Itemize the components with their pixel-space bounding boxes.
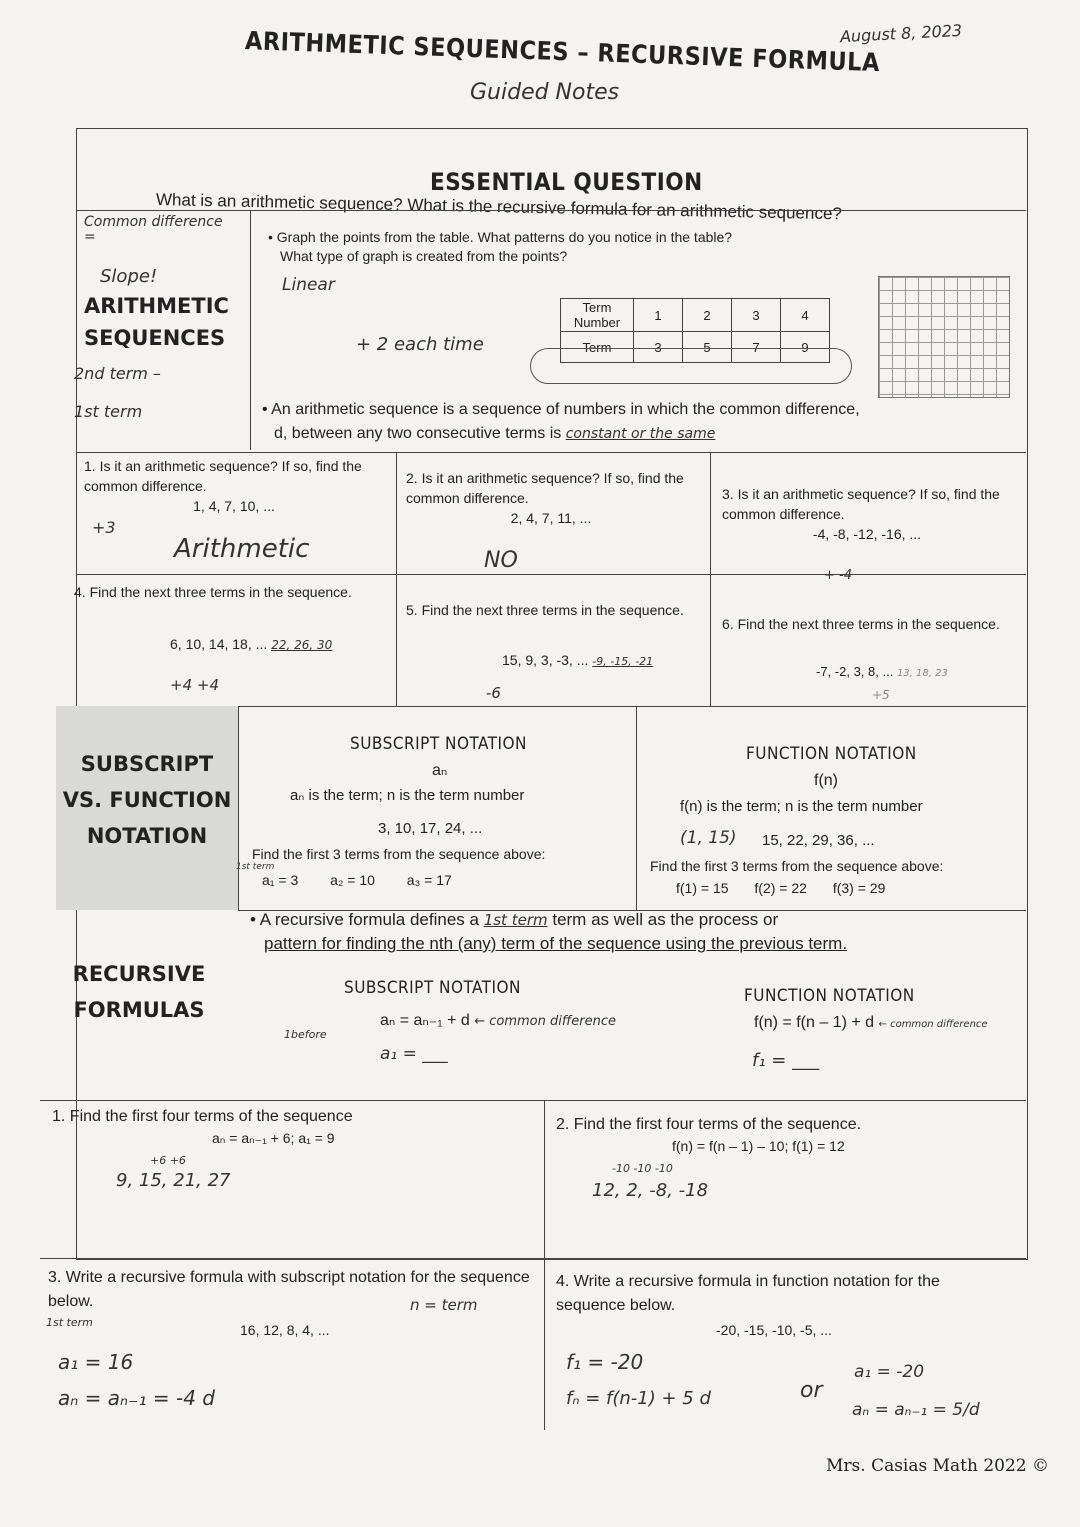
problem-3-answer: + -4 bbox=[824, 568, 852, 583]
arithmetic-sequences-label bbox=[84, 290, 234, 354]
note-common-difference: Common difference = bbox=[84, 214, 223, 245]
table-cell: 3 bbox=[732, 299, 781, 332]
example-1 bbox=[52, 1108, 532, 1147]
notation-section-label bbox=[56, 746, 238, 854]
recursive-bullet bbox=[250, 908, 1020, 956]
problem-1 bbox=[84, 456, 384, 516]
table-cell: 7 bbox=[732, 332, 781, 363]
essential-question-heading: ESSENTIAL QUESTION bbox=[430, 168, 703, 196]
example-text: 4. Write a recursive formula in function notation for the sequence below. bbox=[556, 1273, 940, 1314]
problem-5-sequence bbox=[502, 652, 653, 668]
bullet-icon: • bbox=[250, 910, 256, 929]
problem-number: 2. bbox=[406, 470, 418, 486]
example-text: 2. Find the first four terms of the sequence. bbox=[556, 1116, 862, 1133]
recursive-subscript-prev-note: 1before bbox=[284, 1028, 327, 1041]
text: A recursive formula defines a bbox=[259, 910, 479, 929]
sequence: 15, 9, 3, -3, ... bbox=[502, 652, 589, 668]
label-line: NOTATION bbox=[86, 824, 208, 848]
problem-number: 6. bbox=[722, 616, 734, 632]
example-4-or: or bbox=[800, 1378, 823, 1403]
example-4-answer-2: fₙ = f(n-1) + 5 d bbox=[566, 1388, 711, 1409]
function-answers bbox=[676, 880, 885, 896]
table-label: Term Number bbox=[561, 299, 634, 332]
problem-sequence: 2, 4, 7, 11, ... bbox=[510, 510, 592, 526]
subscript-notation-heading: SUBSCRIPT NOTATION bbox=[350, 734, 527, 754]
function-find: Find the first 3 terms from the sequence above: bbox=[650, 858, 944, 874]
answer-linear: Linear bbox=[282, 275, 335, 295]
problem-text: Is it an arithmetic sequence? If so, find the common difference. bbox=[722, 486, 1000, 522]
recursive-section-label bbox=[64, 956, 214, 1028]
problem-3 bbox=[722, 484, 1012, 544]
problem-sequence: 1, 4, 7, 10, ... bbox=[193, 498, 275, 514]
bullet-icon: • bbox=[262, 401, 268, 418]
note-1st-term: 1st term bbox=[74, 402, 143, 421]
note-slope: Slope! bbox=[100, 266, 158, 287]
recursive-function-formula bbox=[754, 1014, 988, 1032]
example-text: 1. Find the first four terms of the sequence bbox=[52, 1108, 353, 1125]
table-cell: 2 bbox=[683, 299, 732, 332]
coordinate-grid bbox=[878, 276, 1010, 398]
answer-f3: f(3) = 29 bbox=[832, 880, 886, 896]
table-cell: 1 bbox=[634, 299, 683, 332]
sequence: -7, -2, 3, 8, ... bbox=[816, 664, 894, 679]
problem-1-note: +3 bbox=[92, 518, 116, 537]
subscript-answers bbox=[262, 872, 452, 888]
date-note: August 8, 2023 bbox=[839, 20, 963, 47]
problem-text: Is it an arithmetic sequence? If so, find the common difference. bbox=[84, 458, 362, 494]
problem-2 bbox=[406, 468, 696, 528]
problem-number: 1. bbox=[84, 458, 96, 474]
problem-text: Find the next three terms in the sequence. bbox=[737, 616, 1000, 632]
example-4 bbox=[556, 1270, 996, 1318]
sequence: 6, 10, 14, 18, ... bbox=[170, 636, 268, 652]
fill-answer: constant or the same bbox=[565, 426, 716, 442]
subscript-note: 1st term bbox=[236, 862, 275, 872]
label-line: FORMULAS bbox=[73, 998, 205, 1022]
answer-f1: f(1) = 15 bbox=[676, 880, 729, 896]
example-2 bbox=[556, 1116, 1016, 1154]
example-4-answer-3: a₁ = -20 bbox=[854, 1362, 925, 1382]
bullet-definition bbox=[262, 398, 1022, 446]
example-formula: aₙ = aₙ₋₁ + 6; a₁ = 9 bbox=[212, 1130, 335, 1146]
subscript-description: aₙ is the term; n is the term number bbox=[290, 787, 525, 804]
text: d, between any two consecutive terms is bbox=[274, 425, 562, 442]
recursive-function-f1: f₁ = ___ bbox=[752, 1050, 820, 1071]
example-1-answer: 9, 15, 21, 27 bbox=[116, 1170, 231, 1191]
problem-number: 5. bbox=[406, 602, 418, 618]
fill-answer: 22, 26, 30 bbox=[271, 638, 333, 652]
label-line: VS. FUNCTION bbox=[62, 788, 232, 812]
problem-4-sequence bbox=[170, 636, 332, 652]
label-line: SEQUENCES bbox=[84, 326, 226, 350]
answer-f2: f(2) = 22 bbox=[754, 880, 807, 896]
problem-text: Find the next three terms in the sequence. bbox=[89, 584, 352, 600]
table-cell: 5 bbox=[683, 332, 732, 363]
bullet-graph-question bbox=[268, 228, 828, 266]
subscript-sequence: 3, 10, 17, 24, ... bbox=[378, 820, 483, 837]
label-line: ARITHMETIC bbox=[84, 294, 229, 318]
recursive-subscript-formula bbox=[380, 1010, 616, 1030]
text: What type of graph is created from the points? bbox=[280, 248, 568, 264]
fill-answer: 1st term bbox=[483, 911, 548, 929]
formula-note: ← common difference bbox=[474, 1014, 616, 1029]
function-sequence: 15, 22, 29, 36, ... bbox=[762, 832, 875, 849]
problem-text: Is it an arithmetic sequence? If so, find the common difference. bbox=[406, 470, 684, 506]
function-description: f(n) is the term; n is the term number bbox=[680, 798, 923, 815]
problem-sequence: -4, -8, -12, -16, ... bbox=[812, 526, 922, 542]
text: pattern for finding the nth (any) term of the sequence using the previous term. bbox=[264, 934, 848, 953]
table-cell: 4 bbox=[781, 299, 830, 332]
essential-question-text: What is an arithmetic sequence? What is the recursive formula for an arithmetic sequence? bbox=[155, 190, 843, 224]
answer-a3: a₃ = 17 bbox=[406, 872, 452, 888]
page-subtitle: Guided Notes bbox=[470, 80, 620, 105]
problem-1-answer: Arithmetic bbox=[174, 534, 310, 564]
subscript-find: Find the first 3 terms from the sequence above: bbox=[252, 846, 546, 862]
example-4-sequence: -20, -15, -10, -5, ... bbox=[716, 1322, 832, 1338]
text: An arithmetic sequence is a sequence of numbers in which the common difference, bbox=[271, 401, 860, 418]
problem-4-note: +4 +4 bbox=[170, 676, 219, 694]
answer-a2: a₂ = 10 bbox=[330, 872, 375, 888]
term-row-circle bbox=[530, 348, 852, 384]
example-2-note: -10 -10 -10 bbox=[612, 1162, 673, 1175]
function-symbol: f(n) bbox=[814, 772, 838, 789]
example-3-note-top: n = term bbox=[410, 1296, 478, 1314]
example-3-sequence: 16, 12, 8, 4, ... bbox=[240, 1322, 330, 1338]
table-cell: 9 bbox=[781, 332, 830, 363]
example-4-answer-1: f₁ = -20 bbox=[566, 1350, 644, 1374]
example-3-answer-1: a₁ = 16 bbox=[58, 1350, 134, 1374]
example-4-answer-4: aₙ = aₙ₋₁ = 5/d bbox=[852, 1400, 980, 1420]
recursive-subscript-a1: a₁ = ___ bbox=[380, 1044, 448, 1064]
footer-credit: Mrs. Casias Math 2022 © bbox=[826, 1456, 1050, 1476]
bullet-icon: • bbox=[268, 229, 273, 245]
fill-answer: 13, 18, 23 bbox=[896, 668, 948, 679]
answer-plus-two: + 2 each time bbox=[356, 334, 484, 355]
example-formula: f(n) = f(n – 1) – 10; f(1) = 12 bbox=[672, 1138, 845, 1154]
label-line: SUBSCRIPT bbox=[80, 752, 214, 776]
example-3-note-1st: 1st term bbox=[46, 1316, 93, 1329]
example-1-note: +6 +6 bbox=[150, 1154, 186, 1167]
problem-text: Find the next three terms in the sequence. bbox=[421, 602, 684, 618]
formula: f(n) = f(n – 1) + d bbox=[754, 1014, 875, 1031]
example-2-answer: 12, 2, -8, -18 bbox=[592, 1180, 709, 1201]
function-note: (1, 15) bbox=[680, 828, 737, 848]
problem-number: 4. bbox=[74, 584, 86, 600]
note-2nd-term: 2nd term – bbox=[74, 364, 161, 383]
problem-2-answer: NO bbox=[484, 548, 518, 573]
text: Graph the points from the table. What patterns do you notice in the table? bbox=[276, 229, 733, 245]
problem-6-sequence bbox=[816, 664, 948, 679]
subscript-symbol: aₙ bbox=[432, 762, 448, 779]
page-title: ARITHMETIC SEQUENCES – RECURSIVE FORMULA bbox=[244, 26, 881, 78]
table-cell: 3 bbox=[634, 332, 683, 363]
example-3-answer-2: aₙ = aₙ₋₁ = -4 d bbox=[58, 1386, 215, 1410]
formula: aₙ = aₙ₋₁ + d bbox=[380, 1012, 470, 1029]
problem-4 bbox=[74, 582, 384, 602]
answer-a1: a₁ = 3 bbox=[262, 872, 299, 888]
problem-number: 3. bbox=[722, 486, 734, 502]
problem-6-note: +5 bbox=[872, 688, 890, 702]
fill-answer: -9, -15, -21 bbox=[592, 655, 654, 668]
recursive-subscript-heading: SUBSCRIPT NOTATION bbox=[344, 978, 521, 998]
example-text: 3. Write a recursive formula with subscript notation for the sequence below. bbox=[48, 1269, 530, 1310]
table-label: Term bbox=[561, 332, 634, 363]
problem-6 bbox=[722, 614, 1012, 634]
problem-5 bbox=[406, 600, 696, 620]
function-notation-heading: FUNCTION NOTATION bbox=[746, 744, 917, 764]
formula-note: ← common difference bbox=[878, 1019, 988, 1030]
recursive-function-heading: FUNCTION NOTATION bbox=[744, 986, 915, 1006]
label-line: RECURSIVE bbox=[72, 962, 206, 986]
text: term as well as the process or bbox=[552, 910, 779, 929]
problem-5-note: -6 bbox=[486, 684, 501, 702]
